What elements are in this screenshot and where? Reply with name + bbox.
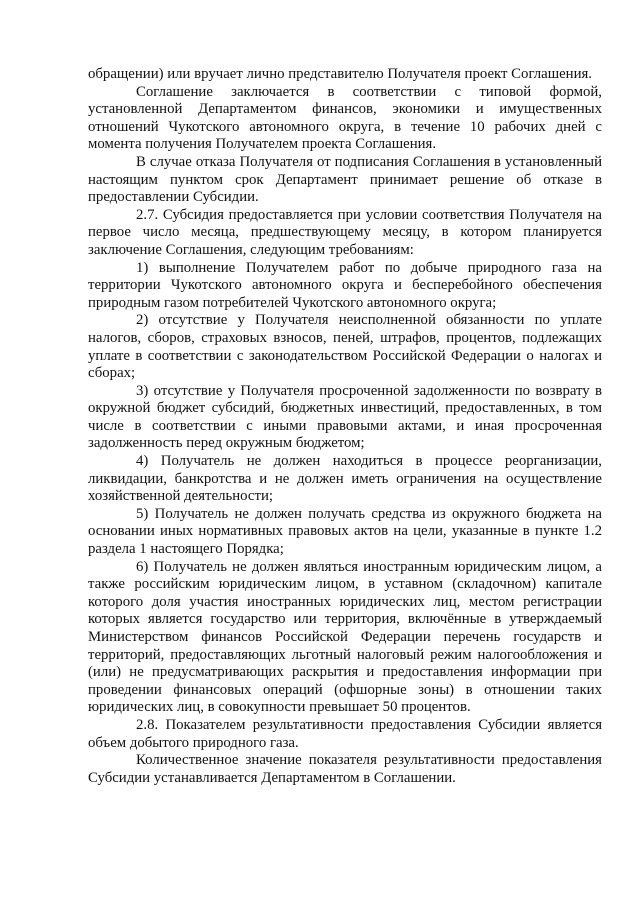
paragraph-continuation: обращении) или вручает лично представителю Получателя проект Соглашения. [88,66,593,82]
paragraph-2-7: 2.7. Субсидия предоставляется при условии соответствия Получателя на первое число месяца, предшествующему месяцу, в котором планируется заключение Соглашения, следующим требованиям: [88,206,602,258]
paragraph-indicator-value: Количественное значение показателя результативности предоставления Субсидии устанавливается Департаментом в Соглашении. [88,752,602,786]
requirement-3: 3) отсутствие у Получателя просроченной задолженности по возврату в окружной бюджет субсидий, бюджетных инвестиций, предоставленных, в том числе в соответствии с иными правовыми актами, и иная просроченная задолженность перед окружным бюджетом; [88,382,602,452]
paragraph-agreement-conclusion: Соглашение заключается в соответствии с типовой формой, установленной Департаментом финансов, экономики и имущественных отношений Чукотского автономного округа, в течение 10 рабочих дней с момента получения Получателем проекта Соглашения. [88,83,602,153]
requirement-4: 4) Получатель не должен находиться в процессе реорганизации, ликвидации, банкротства и не должен иметь ограничения на осуществление хозяйственной деятельности; [88,453,602,505]
requirement-2: 2) отсутствие у Получателя неисполненной обязанности по уплате налогов, сборов, страховых взносов, пеней, штрафов, процентов, подлежащих уплате в соответствии с законодательством Российской Федерации о налогах и сборах; [88,312,602,382]
requirement-6: 6) Получатель не должен являться иностранным юридическим лицом, а также российским юридическим лицом, в уставном (складочном) капитале которого доля участия иностранных юридических лиц, местом регистрации которых является государство или территория, включённые в утверждаемый Министерством финансов Российской Федерации перечень государств и территорий, предоставляющих льготный налоговый режим налогообложения и (или) не предусматривающих раскрытия и предоставления информации при проведении финансовых операций (офшорные зоны) в отношении таких юридических лиц, в совокупности превышает 50 процентов. [88,558,602,716]
requirement-1: 1) выполнение Получателем работ по добыче природного газа на территории Чукотского автономного округа и бесперебойного обеспечения природным газом потребителей Чукотского автономного округа; [88,259,602,311]
paragraph-2-8: 2.8. Показателем результативности предоставления Субсидии является объем добытого природного газа. [88,716,602,751]
paragraph-refusal: В случае отказа Получателя от подписания Соглашения в установленный настоящим пунктом срок Департамент принимает решение об отказе в предоставлении Субсидии. [88,153,602,206]
document-page [88,66,602,787]
requirement-5: 5) Получатель не должен получать средства из окружного бюджета на основании иных нормативных правовых актов на цели, указанные в пункте 1.2 раздела 1 настоящего Порядка; [88,505,602,558]
